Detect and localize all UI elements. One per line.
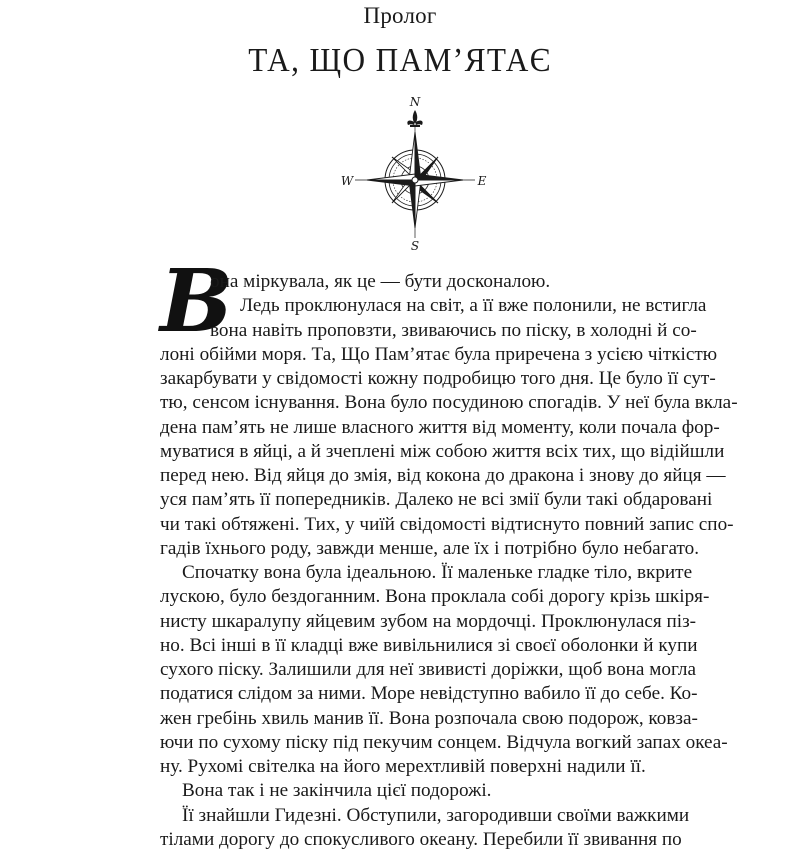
text-line: гадів їхнього роду, завжди менше, але їх і потрібно було небагато. [160, 537, 700, 559]
text-line: чи такі обтяжені. Тих, у чиїй свідомості відтиснуто повний запис спо- [160, 513, 734, 535]
text-line: лоні обійми моря. Та, Що Пам’ятає була приречена з усією чіткістю [160, 343, 718, 365]
text-line: перед нею. Від яйця до змія, від кокона до дракона і знову до яйця — [160, 465, 726, 486]
text-line: ну. Рухомі світелка на його мерехтливій поверхні надили її. [160, 756, 646, 777]
text-line: податися слідом за ними. Море невідступно вабило її до себе. Ко- [160, 683, 698, 705]
text-line: вона навіть проповзти, звиваючись по піску, в холодні й со- [210, 319, 697, 341]
compass-east-label: E [477, 174, 487, 188]
prologue-heading: Пролог [363, 3, 437, 28]
text-line: Ледь проклюнулася на світ, а її вже полонили, не встигла [240, 295, 707, 317]
text-line: уся пам’ять її попередників. Далеко не всі змії були такі обдаровані [160, 489, 713, 511]
text-line: жен гребінь хвиль манив її. Вона розпочала свою подорож, ковза- [160, 707, 698, 729]
text-line: тілами дорогу до спокусливого океану. Перебили її звивання по [160, 828, 682, 850]
compass-west-label: W [340, 174, 354, 188]
chapter-title: ТА, ЩО ПАМ’ЯТАЄ [248, 42, 552, 79]
compass-south-label: S [410, 239, 420, 252]
compass-rose-icon [335, 92, 495, 252]
text-line: она міркувала, як це — бути досконалою. [210, 271, 551, 292]
body-text [160, 270, 738, 852]
text-line: Спочатку вона була ідеальною. Її маленьке гладке тіло, вкрите [182, 562, 693, 583]
text-line: дена пам’ять не лише власного життя від моменту, коли почала фор- [160, 416, 720, 438]
text-line: нисту шкаралупу яйцевим зубом на мордочці. Проклюнулася піз- [160, 610, 697, 632]
text-line: тю, сенсом існування. Вона було посудиною спогадів. У неї була вкла- [160, 392, 738, 414]
text-line: ючи по сухому піску під пекучим сонцем. Відчула вогкий запах океа- [160, 731, 728, 753]
text-line: Її знайшли Гидезні. Обступили, загородивши своїми важкими [182, 804, 690, 826]
text-line: сухого піску. Залишили для неї звивисті доріжки, щоб вона могла [160, 659, 696, 680]
text-line: Вона так і не закінчила цієї подорожі. [182, 780, 492, 802]
text-line: но. Всі інші в її кладці вже вивільнилися зі своєї оболонки й купи [160, 634, 698, 656]
text-line: лускою, було бездоганним. Вона проклала собі дорогу крізь шкіря- [160, 586, 710, 608]
drop-cap-letter: В [160, 251, 233, 352]
text-line: закарбувати у свідомості кожну подробицю того дня. Це було її сут- [160, 368, 716, 389]
compass-north-label: N [409, 95, 421, 109]
text-line: муватися в яйці, а й зчеплені між собою життя всіх тих, що відійшли [160, 440, 725, 462]
